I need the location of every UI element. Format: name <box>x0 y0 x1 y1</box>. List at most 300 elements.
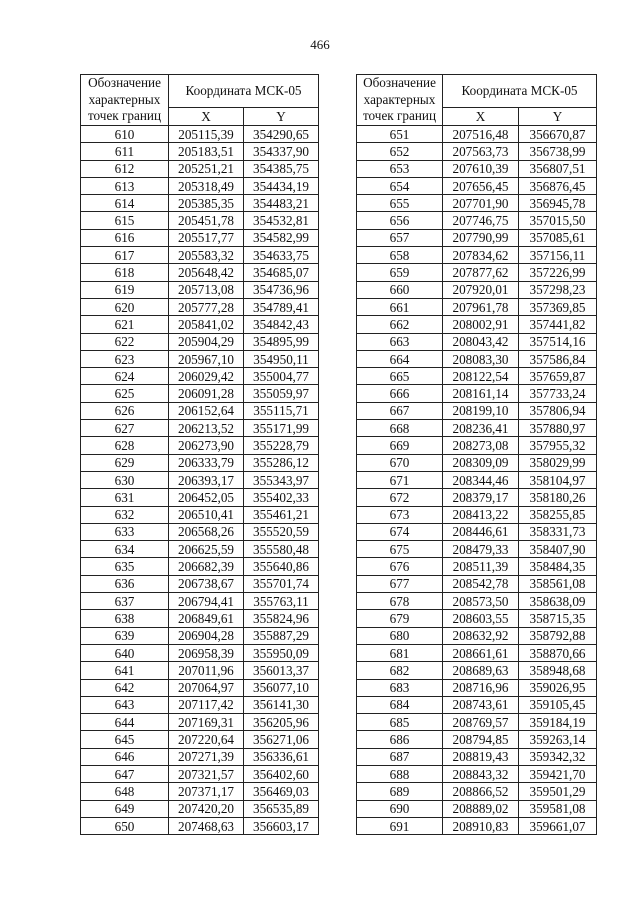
table-row <box>81 368 319 385</box>
point-designation-header: Обозначение характерных точек границ <box>357 75 443 126</box>
table-row <box>81 610 319 627</box>
point-number-cell: 631 <box>81 489 169 506</box>
x-coordinate-cell: 205713,08 <box>169 281 244 298</box>
point-number-cell: 652 <box>357 143 443 160</box>
x-coordinate-cell: 205648,42 <box>169 264 244 281</box>
x-coordinate-cell: 207877,62 <box>443 264 519 281</box>
y-coordinate-cell: 356141,30 <box>244 696 319 713</box>
point-number-cell: 614 <box>81 195 169 212</box>
x-coordinate-cell: 206849,61 <box>169 610 244 627</box>
y-coordinate-cell: 358331,73 <box>519 523 597 540</box>
table-row <box>357 212 597 229</box>
table-row <box>81 731 319 748</box>
table-row <box>81 454 319 471</box>
point-number-cell: 615 <box>81 212 169 229</box>
x-coordinate-cell: 205251,21 <box>169 160 244 177</box>
y-coordinate-cell: 357733,24 <box>519 385 597 402</box>
point-number-cell: 683 <box>357 679 443 696</box>
x-coordinate-cell: 207746,75 <box>443 212 519 229</box>
point-number-cell: 643 <box>81 696 169 713</box>
table-row <box>81 783 319 800</box>
y-coordinate-cell: 354337,90 <box>244 143 319 160</box>
table-row <box>81 627 319 644</box>
table-row <box>357 765 597 782</box>
x-coordinate-cell: 208542,78 <box>443 575 519 592</box>
x-coordinate-cell: 207321,57 <box>169 765 244 782</box>
point-number-cell: 625 <box>81 385 169 402</box>
y-coordinate-cell: 358484,35 <box>519 558 597 575</box>
point-number-cell: 611 <box>81 143 169 160</box>
table-row <box>357 644 597 661</box>
y-coordinate-cell: 354789,41 <box>244 298 319 315</box>
x-coordinate-cell: 208819,43 <box>443 748 519 765</box>
table-row <box>357 333 597 350</box>
y-coordinate-cell: 358715,35 <box>519 610 597 627</box>
y-coordinate-cell: 359581,08 <box>519 800 597 817</box>
point-number-cell: 616 <box>81 229 169 246</box>
point-number-cell: 612 <box>81 160 169 177</box>
table-row <box>81 541 319 558</box>
y-coordinate-cell: 355402,33 <box>244 489 319 506</box>
y-coordinate-cell: 356013,37 <box>244 662 319 679</box>
x-coordinate-cell: 206273,90 <box>169 437 244 454</box>
table-row <box>81 696 319 713</box>
table-row <box>357 195 597 212</box>
table-row <box>357 143 597 160</box>
x-coordinate-cell: 205904,29 <box>169 333 244 350</box>
table-row <box>81 523 319 540</box>
table-row <box>357 506 597 523</box>
table-row <box>81 506 319 523</box>
x-coordinate-cell: 206904,28 <box>169 627 244 644</box>
point-number-cell: 610 <box>81 126 169 143</box>
y-coordinate-cell: 359105,45 <box>519 696 597 713</box>
x-coordinate-cell: 205841,02 <box>169 316 244 333</box>
point-number-cell: 685 <box>357 714 443 731</box>
table-row <box>357 281 597 298</box>
x-coordinate-cell: 208122,54 <box>443 368 519 385</box>
table-row <box>81 281 319 298</box>
point-number-cell: 679 <box>357 610 443 627</box>
x-coordinate-cell: 206625,59 <box>169 541 244 558</box>
x-coordinate-cell: 208889,02 <box>443 800 519 817</box>
point-designation-header: Обозначение характерных точек границ <box>81 75 169 126</box>
x-coordinate-cell: 206152,64 <box>169 402 244 419</box>
table-row <box>357 696 597 713</box>
point-number-cell: 682 <box>357 662 443 679</box>
y-coordinate-cell: 354633,75 <box>244 247 319 264</box>
point-number-cell: 691 <box>357 817 443 834</box>
x-coordinate-cell: 205517,77 <box>169 229 244 246</box>
x-coordinate-cell: 207220,64 <box>169 731 244 748</box>
y-coordinate-cell: 359184,19 <box>519 714 597 731</box>
point-number-cell: 656 <box>357 212 443 229</box>
x-coordinate-cell: 206738,67 <box>169 575 244 592</box>
y-coordinate-cell: 355520,59 <box>244 523 319 540</box>
point-number-cell: 687 <box>357 748 443 765</box>
point-number-cell: 670 <box>357 454 443 471</box>
x-coordinate-cell: 206682,39 <box>169 558 244 575</box>
x-coordinate-cell: 207961,78 <box>443 298 519 315</box>
x-coordinate-cell: 206213,52 <box>169 420 244 437</box>
y-coordinate-cell: 357298,23 <box>519 281 597 298</box>
point-number-cell: 644 <box>81 714 169 731</box>
point-number-cell: 672 <box>357 489 443 506</box>
table-row <box>81 402 319 419</box>
table-body-left <box>81 126 319 835</box>
x-coordinate-cell: 206510,41 <box>169 506 244 523</box>
point-number-cell: 681 <box>357 644 443 661</box>
x-coordinate-cell: 205777,28 <box>169 298 244 315</box>
y-coordinate-cell: 356603,17 <box>244 817 319 834</box>
y-coordinate-cell: 356469,03 <box>244 783 319 800</box>
y-coordinate-cell: 358407,90 <box>519 541 597 558</box>
x-coordinate-cell: 208236,41 <box>443 420 519 437</box>
table-row <box>81 143 319 160</box>
y-coordinate-cell: 356807,51 <box>519 160 597 177</box>
x-coordinate-cell: 206029,42 <box>169 368 244 385</box>
point-number-cell: 647 <box>81 765 169 782</box>
y-coordinate-cell: 356336,61 <box>244 748 319 765</box>
point-number-cell: 638 <box>81 610 169 627</box>
table-row <box>357 402 597 419</box>
table-row <box>81 212 319 229</box>
point-number-cell: 617 <box>81 247 169 264</box>
point-number-cell: 673 <box>357 506 443 523</box>
x-coordinate-cell: 207064,97 <box>169 679 244 696</box>
x-column-header: X <box>443 108 519 126</box>
x-coordinate-cell: 208379,17 <box>443 489 519 506</box>
x-coordinate-cell: 207468,63 <box>169 817 244 834</box>
point-number-cell: 642 <box>81 679 169 696</box>
point-number-cell: 674 <box>357 523 443 540</box>
point-number-cell: 660 <box>357 281 443 298</box>
point-number-cell: 646 <box>81 748 169 765</box>
table-row <box>357 679 597 696</box>
point-number-cell: 634 <box>81 541 169 558</box>
table-row <box>357 558 597 575</box>
y-coordinate-cell: 354895,99 <box>244 333 319 350</box>
point-number-cell: 663 <box>357 333 443 350</box>
point-number-cell: 661 <box>357 298 443 315</box>
point-number-cell: 635 <box>81 558 169 575</box>
point-number-cell: 613 <box>81 177 169 194</box>
x-coordinate-cell: 206393,17 <box>169 471 244 488</box>
y-coordinate-cell: 356402,60 <box>244 765 319 782</box>
y-coordinate-cell: 358255,85 <box>519 506 597 523</box>
x-coordinate-cell: 206958,39 <box>169 644 244 661</box>
x-coordinate-cell: 208273,08 <box>443 437 519 454</box>
x-coordinate-cell: 208603,55 <box>443 610 519 627</box>
y-coordinate-cell: 355461,21 <box>244 506 319 523</box>
y-coordinate-cell: 359263,14 <box>519 731 597 748</box>
y-column-header: Y <box>244 108 319 126</box>
table-row <box>81 575 319 592</box>
x-coordinate-cell: 208083,30 <box>443 350 519 367</box>
table-row <box>357 523 597 540</box>
point-number-cell: 633 <box>81 523 169 540</box>
coordinates-table-right <box>356 74 597 835</box>
table-row <box>81 558 319 575</box>
point-number-cell: 655 <box>357 195 443 212</box>
x-coordinate-cell: 207920,01 <box>443 281 519 298</box>
y-coordinate-cell: 355580,48 <box>244 541 319 558</box>
table-row <box>357 385 597 402</box>
x-coordinate-cell: 208716,96 <box>443 679 519 696</box>
table-row <box>81 247 319 264</box>
y-coordinate-cell: 355004,77 <box>244 368 319 385</box>
x-coordinate-cell: 207790,99 <box>443 229 519 246</box>
x-coordinate-cell: 206452,05 <box>169 489 244 506</box>
point-number-cell: 629 <box>81 454 169 471</box>
table-row <box>81 662 319 679</box>
y-coordinate-cell: 358029,99 <box>519 454 597 471</box>
y-coordinate-cell: 359661,07 <box>519 817 597 834</box>
table-row <box>357 748 597 765</box>
y-coordinate-cell: 355059,97 <box>244 385 319 402</box>
point-number-cell: 624 <box>81 368 169 385</box>
y-coordinate-cell: 354434,19 <box>244 177 319 194</box>
point-number-cell: 637 <box>81 593 169 610</box>
table-row <box>357 177 597 194</box>
x-coordinate-cell: 207420,20 <box>169 800 244 817</box>
y-coordinate-cell: 357085,61 <box>519 229 597 246</box>
table-row <box>357 489 597 506</box>
table-row <box>357 247 597 264</box>
point-number-cell: 649 <box>81 800 169 817</box>
point-number-cell: 651 <box>357 126 443 143</box>
y-coordinate-cell: 359421,70 <box>519 765 597 782</box>
x-coordinate-cell: 206333,79 <box>169 454 244 471</box>
y-coordinate-cell: 354950,11 <box>244 350 319 367</box>
x-coordinate-cell: 206568,26 <box>169 523 244 540</box>
x-coordinate-cell: 208511,39 <box>443 558 519 575</box>
y-coordinate-cell: 354736,96 <box>244 281 319 298</box>
table-row <box>357 316 597 333</box>
x-coordinate-cell: 208794,85 <box>443 731 519 748</box>
table-row <box>357 627 597 644</box>
point-number-cell: 668 <box>357 420 443 437</box>
y-coordinate-cell: 358638,09 <box>519 593 597 610</box>
y-coordinate-cell: 359026,95 <box>519 679 597 696</box>
y-coordinate-cell: 358870,66 <box>519 644 597 661</box>
y-coordinate-cell: 355228,79 <box>244 437 319 454</box>
y-coordinate-cell: 354483,21 <box>244 195 319 212</box>
y-coordinate-cell: 359342,32 <box>519 748 597 765</box>
table-row <box>81 593 319 610</box>
table-row <box>357 298 597 315</box>
x-coordinate-cell: 207271,39 <box>169 748 244 765</box>
point-number-cell: 664 <box>357 350 443 367</box>
x-coordinate-cell: 205451,78 <box>169 212 244 229</box>
table-row <box>81 679 319 696</box>
y-coordinate-cell: 355950,09 <box>244 644 319 661</box>
point-number-cell: 690 <box>357 800 443 817</box>
x-coordinate-cell: 206091,28 <box>169 385 244 402</box>
table-row <box>81 350 319 367</box>
point-number-cell: 640 <box>81 644 169 661</box>
table-row <box>81 489 319 506</box>
table-row <box>81 420 319 437</box>
table-row <box>357 662 597 679</box>
y-coordinate-cell: 356205,96 <box>244 714 319 731</box>
x-coordinate-cell: 207563,73 <box>443 143 519 160</box>
table-row <box>81 229 319 246</box>
table-row <box>357 350 597 367</box>
table-row <box>357 368 597 385</box>
table-row <box>81 126 319 143</box>
table-row <box>357 817 597 834</box>
x-coordinate-cell: 208043,42 <box>443 333 519 350</box>
y-coordinate-cell: 354685,07 <box>244 264 319 281</box>
y-coordinate-cell: 357806,94 <box>519 402 597 419</box>
point-number-cell: 641 <box>81 662 169 679</box>
y-coordinate-cell: 358180,26 <box>519 489 597 506</box>
y-coordinate-cell: 355286,12 <box>244 454 319 471</box>
table-row <box>357 593 597 610</box>
point-number-cell: 654 <box>357 177 443 194</box>
y-coordinate-cell: 357441,82 <box>519 316 597 333</box>
point-number-cell: 680 <box>357 627 443 644</box>
x-coordinate-cell: 208910,83 <box>443 817 519 834</box>
table-row <box>81 160 319 177</box>
table-row <box>81 195 319 212</box>
y-coordinate-cell: 354582,99 <box>244 229 319 246</box>
x-coordinate-cell: 206794,41 <box>169 593 244 610</box>
x-coordinate-cell: 208309,09 <box>443 454 519 471</box>
table-row <box>357 541 597 558</box>
y-coordinate-cell: 355640,86 <box>244 558 319 575</box>
point-number-cell: 666 <box>357 385 443 402</box>
point-number-cell: 678 <box>357 593 443 610</box>
y-coordinate-cell: 357514,16 <box>519 333 597 350</box>
point-number-cell: 669 <box>357 437 443 454</box>
y-coordinate-cell: 355887,29 <box>244 627 319 644</box>
table-row <box>357 437 597 454</box>
table-row <box>81 748 319 765</box>
table-row <box>357 575 597 592</box>
y-coordinate-cell: 357659,87 <box>519 368 597 385</box>
x-coordinate-cell: 207117,42 <box>169 696 244 713</box>
x-coordinate-cell: 208743,61 <box>443 696 519 713</box>
table-row <box>81 714 319 731</box>
point-number-cell: 632 <box>81 506 169 523</box>
point-number-cell: 636 <box>81 575 169 592</box>
x-coordinate-cell: 207701,90 <box>443 195 519 212</box>
y-coordinate-cell: 358104,97 <box>519 471 597 488</box>
table-row <box>81 765 319 782</box>
y-coordinate-cell: 354532,81 <box>244 212 319 229</box>
y-coordinate-cell: 357156,11 <box>519 247 597 264</box>
table-row <box>357 454 597 471</box>
y-coordinate-cell: 354290,65 <box>244 126 319 143</box>
y-coordinate-cell: 358948,68 <box>519 662 597 679</box>
y-coordinate-cell: 357369,85 <box>519 298 597 315</box>
point-number-cell: 645 <box>81 731 169 748</box>
table-row <box>357 714 597 731</box>
point-number-cell: 671 <box>357 471 443 488</box>
x-coordinate-cell: 208161,14 <box>443 385 519 402</box>
y-coordinate-cell: 355171,99 <box>244 420 319 437</box>
table-row <box>357 610 597 627</box>
table-row <box>81 385 319 402</box>
table-row <box>357 783 597 800</box>
x-coordinate-cell: 205183,51 <box>169 143 244 160</box>
point-number-cell: 675 <box>357 541 443 558</box>
table-row <box>81 177 319 194</box>
x-coordinate-cell: 208413,22 <box>443 506 519 523</box>
table-row <box>357 800 597 817</box>
x-coordinate-cell: 207371,17 <box>169 783 244 800</box>
x-coordinate-cell: 205583,32 <box>169 247 244 264</box>
y-coordinate-cell: 356876,45 <box>519 177 597 194</box>
y-coordinate-cell: 357955,32 <box>519 437 597 454</box>
point-number-cell: 639 <box>81 627 169 644</box>
table-row <box>81 437 319 454</box>
coordinates-table-left <box>80 74 319 835</box>
y-coordinate-cell: 355701,74 <box>244 575 319 592</box>
point-number-cell: 622 <box>81 333 169 350</box>
table-row <box>357 471 597 488</box>
point-number-cell: 648 <box>81 783 169 800</box>
table-row <box>81 298 319 315</box>
x-coordinate-cell: 205115,39 <box>169 126 244 143</box>
x-coordinate-cell: 207011,96 <box>169 662 244 679</box>
x-coordinate-cell: 208344,46 <box>443 471 519 488</box>
table-row <box>81 817 319 834</box>
point-number-cell: 657 <box>357 229 443 246</box>
y-coordinate-cell: 355343,97 <box>244 471 319 488</box>
table-row <box>357 420 597 437</box>
y-coordinate-cell: 356670,87 <box>519 126 597 143</box>
y-coordinate-cell: 357015,50 <box>519 212 597 229</box>
point-number-cell: 665 <box>357 368 443 385</box>
y-coordinate-cell: 357226,99 <box>519 264 597 281</box>
x-coordinate-cell: 208866,52 <box>443 783 519 800</box>
x-coordinate-cell: 207169,31 <box>169 714 244 731</box>
y-coordinate-cell: 357586,84 <box>519 350 597 367</box>
x-coordinate-cell: 207656,45 <box>443 177 519 194</box>
point-number-cell: 626 <box>81 402 169 419</box>
y-coordinate-cell: 356535,89 <box>244 800 319 817</box>
x-coordinate-cell: 205967,10 <box>169 350 244 367</box>
table-row <box>81 471 319 488</box>
x-coordinate-cell: 208573,50 <box>443 593 519 610</box>
coordinate-header: Координата МСК-05 <box>169 75 319 108</box>
point-number-cell: 620 <box>81 298 169 315</box>
table-row <box>81 644 319 661</box>
table-row <box>81 264 319 281</box>
x-coordinate-cell: 208199,10 <box>443 402 519 419</box>
x-coordinate-cell: 208769,57 <box>443 714 519 731</box>
y-coordinate-cell: 355763,11 <box>244 593 319 610</box>
point-number-cell: 621 <box>81 316 169 333</box>
x-coordinate-cell: 208843,32 <box>443 765 519 782</box>
point-number-cell: 653 <box>357 160 443 177</box>
x-coordinate-cell: 208689,63 <box>443 662 519 679</box>
table-row <box>357 126 597 143</box>
x-coordinate-cell: 208446,61 <box>443 523 519 540</box>
point-number-cell: 628 <box>81 437 169 454</box>
table-row <box>81 333 319 350</box>
point-number-cell: 623 <box>81 350 169 367</box>
y-column-header: Y <box>519 108 597 126</box>
y-coordinate-cell: 354385,75 <box>244 160 319 177</box>
x-coordinate-cell: 208632,92 <box>443 627 519 644</box>
point-number-cell: 686 <box>357 731 443 748</box>
point-number-cell: 659 <box>357 264 443 281</box>
point-number-cell: 619 <box>81 281 169 298</box>
